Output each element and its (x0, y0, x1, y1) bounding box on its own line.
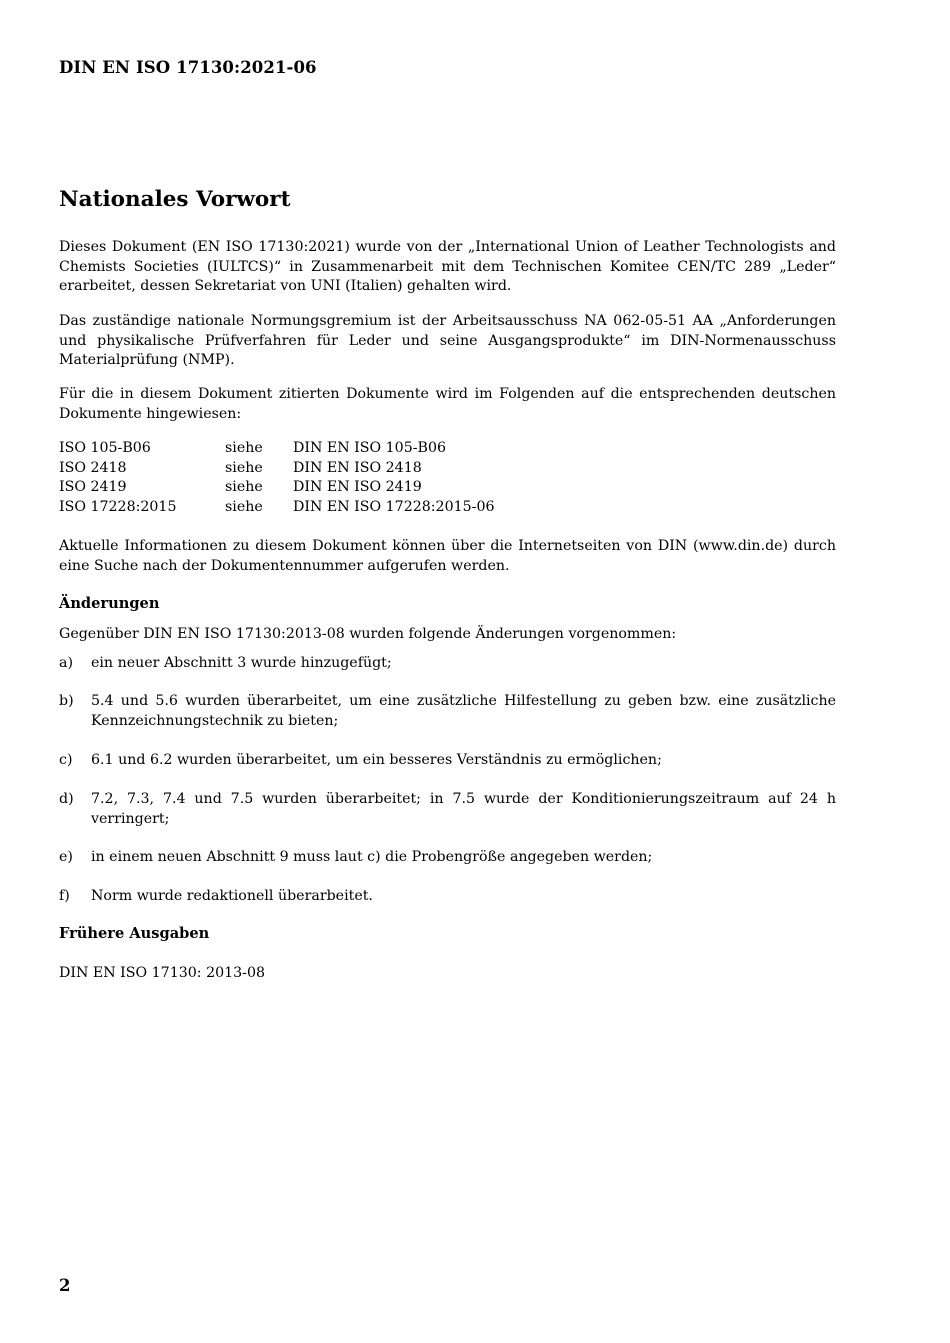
previous-editions-text: DIN EN ISO 17130: 2013-08 (59, 965, 266, 981)
table-row (59, 459, 495, 479)
reference-din: DIN EN ISO 2419 (293, 479, 422, 496)
change-item-label: f) (59, 888, 70, 904)
paragraph-origin: Dieses Dokument (EN ISO 17130:2021) wurde von der „International Union of Leather Technologists and Chemists Societies (IULTCS)“ in Zusammenarbeit mit dem Technischen Komitee CEN/TC 289 „Leder“ erarbeitet, dessen Sekretariat von UNI (Italien) gehalten wird. (59, 239, 836, 294)
reference-iso: ISO 105-B06 (59, 440, 151, 456)
table-row (59, 498, 495, 518)
previous-editions-heading: Frühere Ausgaben (59, 925, 210, 942)
change-item-text: ein neuer Abschnitt 3 wurde hinzugefügt; (91, 655, 392, 671)
reference-iso: ISO 2418 (59, 459, 127, 476)
page-number: 2 (59, 1276, 71, 1295)
change-item-text: Norm wurde redaktionell überarbeitet. (91, 888, 373, 904)
change-item-a (59, 654, 836, 674)
changes-heading: Änderungen (59, 595, 160, 612)
reference-see: siehe (225, 498, 263, 515)
change-item-b (59, 692, 836, 731)
change-item-d (59, 790, 836, 829)
reference-see: siehe (225, 440, 263, 456)
changes-intro: Gegenüber DIN EN ISO 17130:2013-08 wurden folgende Änderungen vorgenommen: (59, 626, 677, 642)
change-item-label: a) (59, 655, 73, 671)
change-item-label: b) (59, 693, 74, 709)
change-item-text: in einem neuen Abschnitt 9 muss laut c) die Probengröße angegeben werden; (91, 849, 653, 865)
change-item-label: c) (59, 752, 73, 768)
reference-see: siehe (225, 479, 263, 496)
change-item-label: e) (59, 849, 73, 865)
reference-din: DIN EN ISO 105-B06 (293, 440, 447, 456)
change-item-label: d) (59, 791, 74, 807)
change-item-text: 6.1 und 6.2 wurden überarbeitet, um ein besseres Verständnis zu ermöglichen; (91, 752, 662, 768)
reference-iso: ISO 2419 (59, 479, 127, 496)
change-item-f (59, 887, 836, 907)
paragraph-current-info: Aktuelle Informationen zu diesem Dokument können über die Internetseiten von DIN (www.din.de) durch eine Suche nach der Dokumentennummer aufgerufen werden. (59, 538, 836, 574)
page-title: Nationales Vorwort (59, 187, 291, 212)
change-item-c (59, 751, 836, 771)
reference-din: DIN EN ISO 2418 (293, 459, 422, 476)
paragraph-references-intro: Für die in diesem Dokument zitierten Dokumente wird im Folgenden auf die entsprechenden deutschen Dokumente hingewiesen: (59, 386, 836, 422)
change-item-e (59, 848, 836, 868)
change-item-text: 7.2, 7.3, 7.4 und 7.5 wurden überarbeitet; in 7.5 wurde der Konditionierungszeitraum auf 24 h verringert; (91, 791, 836, 827)
references-table (59, 439, 495, 517)
reference-see: siehe (225, 459, 263, 476)
reference-din: DIN EN ISO 17228:2015-06 (293, 498, 495, 515)
document-header-id: DIN EN ISO 17130:2021-06 (59, 58, 317, 77)
table-row (59, 478, 495, 498)
reference-iso: ISO 17228:2015 (59, 498, 177, 515)
table-row (59, 439, 495, 459)
paragraph-committee: Das zuständige nationale Normungsgremium ist der Arbeitsausschuss NA 062-05-51 AA „Anforderungen und physikalische Prüfverfahren für Leder und seine Ausgangsprodukte“ im DIN-Normenausschuss Materialprüfung (NMP). (59, 313, 836, 368)
change-item-text: 5.4 und 5.6 wurden überarbeitet, um eine zusätzliche Hilfestellung zu geben bzw. eine zusätzliche Kennzeichnungstechnik zu bieten; (91, 693, 836, 729)
